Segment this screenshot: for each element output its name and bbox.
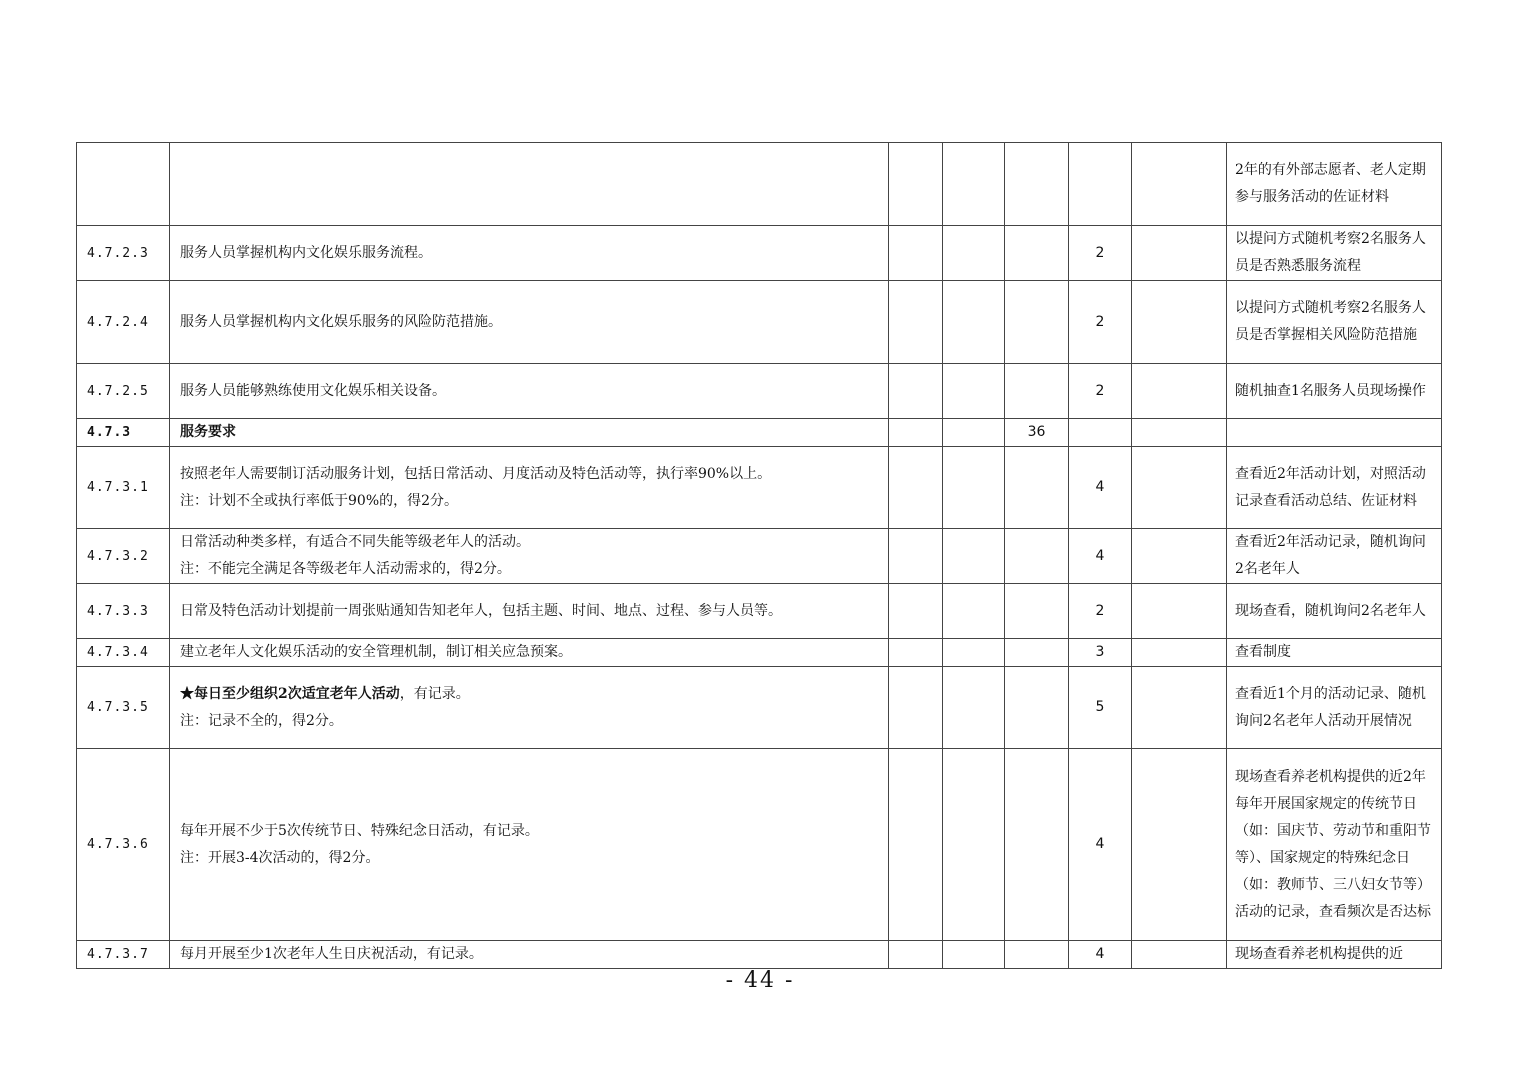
section-code: 4.7.3 [77, 419, 170, 447]
requirement-line: 日常及特色活动计划提前一周张贴通知告知老年人，包括主题、时间、地点、过程、参与人员等。 [180, 602, 782, 619]
item-code: 4.7.2.5 [77, 364, 170, 419]
assessment-method: 查看制度 [1227, 639, 1442, 667]
requirement-line: 服务人员掌握机构内文化娱乐服务流程。 [180, 244, 432, 261]
standards-table [76, 142, 1442, 969]
requirement-text [170, 667, 889, 749]
requirement-line: 服务人员能够熟练使用文化娱乐相关设备。 [180, 382, 446, 399]
item-score: 5 [1069, 667, 1132, 749]
assessment-method: 现场查看，随机询问2名老年人 [1227, 584, 1442, 639]
table-row [77, 226, 1442, 281]
requirement-note: 注：计划不全或执行率低于90%的，得2分。 [180, 492, 459, 509]
requirement-text [170, 639, 889, 667]
item-score: 4 [1069, 941, 1132, 969]
assessment-method: 查看近2年活动计划，对照活动记录查看活动总结、佐证材料 [1227, 447, 1442, 529]
table-row [77, 281, 1442, 364]
subtotal-score [1005, 364, 1069, 419]
subtotal-score [1005, 639, 1069, 667]
requirement-line: 建立老年人文化娱乐活动的安全管理机制，制订相关应急预案。 [180, 644, 572, 660]
key-item-text: ★每日至少组织2次适宜老年人活动 [180, 685, 400, 702]
page-number: - 44 - [725, 968, 795, 993]
item-score: 2 [1069, 226, 1132, 281]
assessment-method: 查看近1个月的活动记录、随机询问2名老年人活动开展情况 [1227, 667, 1442, 749]
assessment-method: 以提问方式随机考察2名服务人员是否熟悉服务流程 [1227, 226, 1442, 281]
requirement-text [170, 226, 889, 281]
requirement-note: 注：不能完全满足各等级老年人活动需求的，得2分。 [180, 561, 511, 577]
subtotal-score: 36 [1005, 419, 1069, 447]
requirement-text [170, 447, 889, 529]
requirement-note: 注：开展3-4次活动的，得2分。 [180, 849, 380, 866]
item-code: 4.7.2.4 [77, 281, 170, 364]
section-row [77, 419, 1442, 447]
table-row [77, 364, 1442, 419]
item-code: 4.7.3.4 [77, 639, 170, 667]
item-score [1069, 419, 1132, 447]
requirement-text [170, 529, 889, 584]
table-row [77, 639, 1442, 667]
section-title [170, 419, 889, 447]
item-score [1069, 143, 1132, 226]
item-score: 2 [1069, 584, 1132, 639]
table-row [77, 667, 1442, 749]
item-code: 4.7.3.3 [77, 584, 170, 639]
requirement-line [180, 681, 878, 708]
item-code: 4.7.3.7 [77, 941, 170, 969]
item-code: 4.7.3.2 [77, 529, 170, 584]
subtotal-score [1005, 667, 1069, 749]
item-code: 4.7.3.1 [77, 447, 170, 529]
subtotal-score [1005, 447, 1069, 529]
requirement-text [170, 941, 889, 969]
table-row [77, 143, 1442, 226]
requirement-line: 日常活动种类多样，有适合不同失能等级老年人的活动。 [180, 534, 530, 550]
item-score: 3 [1069, 639, 1132, 667]
item-score: 2 [1069, 281, 1132, 364]
assessment-method: 2年的有外部志愿者、老人定期参与服务活动的佐证材料 [1227, 143, 1442, 226]
item-score: 4 [1069, 529, 1132, 584]
requirement-line: 每月开展至少1次老年人生日庆祝活动，有记录。 [180, 946, 483, 962]
requirement-text [170, 584, 889, 639]
table-row [77, 447, 1442, 529]
assessment-method: 随机抽查1名服务人员现场操作 [1227, 364, 1442, 419]
requirement-text [170, 749, 889, 941]
requirement-line: 服务人员掌握机构内文化娱乐服务的风险防范措施。 [180, 313, 502, 330]
item-score: 4 [1069, 447, 1132, 529]
assessment-method [1227, 419, 1442, 447]
requirement-text [170, 364, 889, 419]
assessment-method: 现场查看养老机构提供的近 [1227, 941, 1442, 969]
item-code: 4.7.3.5 [77, 667, 170, 749]
table-row [77, 941, 1442, 969]
subtotal-score [1005, 226, 1069, 281]
item-code [77, 143, 170, 226]
subtotal-score [1005, 941, 1069, 969]
requirement-note: 注：记录不全的，得2分。 [180, 712, 343, 729]
requirement-text [170, 143, 889, 226]
table-row [77, 584, 1442, 639]
subtotal-score [1005, 749, 1069, 941]
subtotal-score [1005, 143, 1069, 226]
item-score: 4 [1069, 749, 1132, 941]
key-item-suffix: ，有记录。 [399, 685, 470, 702]
table-row [77, 529, 1442, 584]
assessment-method: 查看近2年活动记录，随机询问2名老年人 [1227, 529, 1442, 584]
subtotal-score [1005, 584, 1069, 639]
item-score: 2 [1069, 364, 1132, 419]
requirement-line: 每年开展不少于5次传统节日、特殊纪念日活动，有记录。 [180, 822, 539, 839]
assessment-method: 以提问方式随机考察2名服务人员是否掌握相关风险防范措施 [1227, 281, 1442, 364]
requirement-text [170, 281, 889, 364]
item-code: 4.7.2.3 [77, 226, 170, 281]
item-code: 4.7.3.6 [77, 749, 170, 941]
requirement-line: 按照老年人需要制订活动服务计划，包括日常活动、月度活动及特色活动等，执行率90%以上。 [180, 465, 772, 482]
subtotal-score [1005, 281, 1069, 364]
table-row [77, 749, 1442, 941]
assessment-method: 现场查看养老机构提供的近2年每年开展国家规定的传统节日（如：国庆节、劳动节和重阳节等）、国家规定的特殊纪念日（如：教师节、三八妇女节等）活动的记录，查看频次是否达标 [1227, 749, 1442, 941]
requirement-line: 服务要求 [180, 424, 236, 440]
subtotal-score [1005, 529, 1069, 584]
